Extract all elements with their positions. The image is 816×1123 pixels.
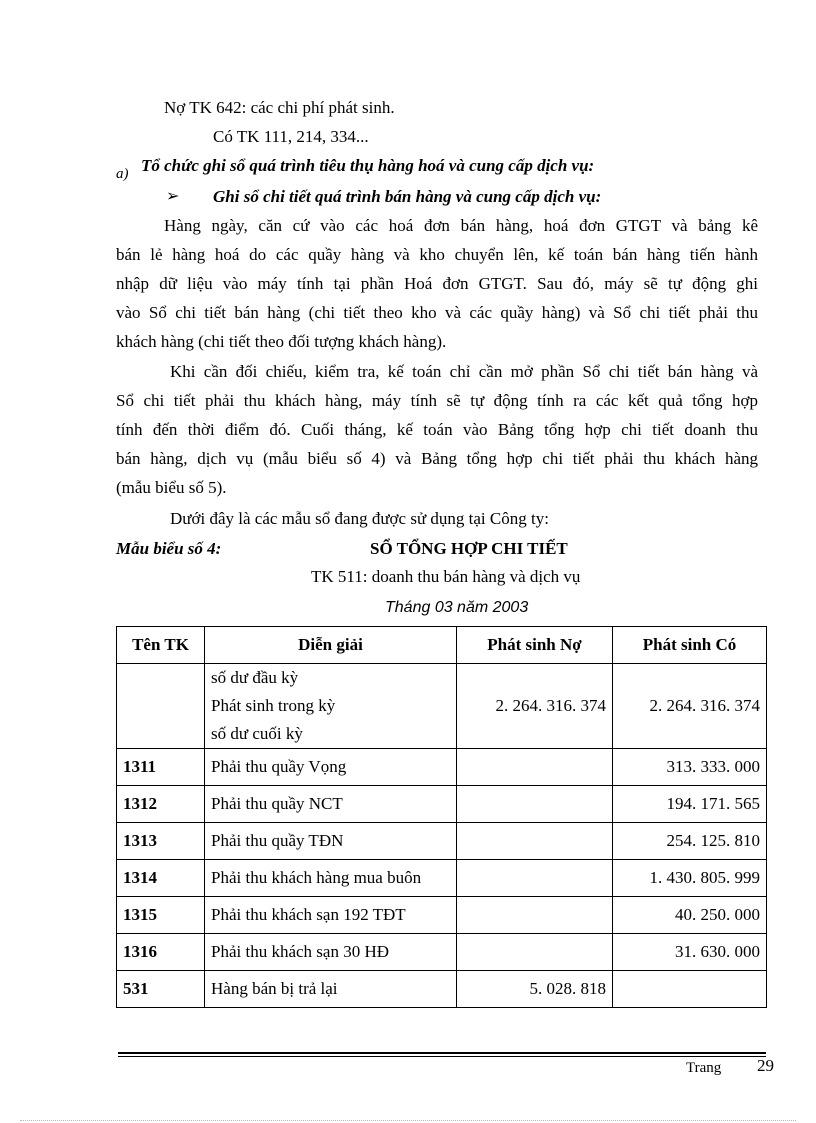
credit-cell: 254. 125. 810	[613, 823, 767, 860]
column-header: Phát sinh Có	[613, 627, 767, 664]
table-row	[117, 860, 767, 897]
table-row	[117, 897, 767, 934]
paragraph-2-line: Sổ chi tiết phải thu khách hàng, máy tính sẽ tự động tính ra các kết quả tổng hợp	[116, 391, 758, 410]
description-cell: Hàng bán bị trả lại	[205, 971, 457, 1008]
description-cell: Phải thu khách sạn 192 TĐT	[205, 897, 457, 934]
subsection-heading: Ghi sổ chi tiết quá trình bán hàng và cung cấp dịch vụ:	[213, 187, 602, 206]
page-edge-divider	[20, 1120, 796, 1121]
debit-cell: 2. 264. 316. 374	[457, 664, 613, 749]
ledger-table	[116, 626, 767, 1008]
debit-cell	[457, 934, 613, 971]
section-heading: Tổ chức ghi sổ quá trình tiêu thụ hàng hoá và cung cấp dịch vụ:	[141, 156, 595, 175]
paragraph-2-line: bán hàng, dịch vụ (mẫu biểu số 4) và Bảng tổng hợp chi tiết phải thu khách hàng	[116, 449, 758, 468]
table-header-row	[117, 627, 767, 664]
paragraph-2-line: (mẫu biểu số 5).	[116, 478, 227, 497]
arrow-bullet-icon: ➢	[166, 188, 180, 205]
description-cell	[205, 664, 457, 749]
account-code-cell: 1312	[117, 786, 205, 823]
table-row-balance	[117, 664, 767, 749]
form-label: Mẫu biểu số 4:	[116, 539, 222, 558]
description-cell: Phải thu quầy Vọng	[205, 749, 457, 786]
account-code-cell: 1314	[117, 860, 205, 897]
paragraph-3: Dưới đây là các mẫu sổ đang được sử dụng tại Công ty:	[170, 509, 549, 528]
entry-credit-line: Có TK 111, 214, 334...	[213, 127, 369, 146]
debit-cell	[457, 860, 613, 897]
paragraph-2-line: tính đến thời điểm đó. Cuối tháng, kế toán vào Bảng tổng hợp chi tiết doanh thu	[116, 420, 758, 439]
footer-rule	[118, 1056, 766, 1057]
credit-cell	[613, 971, 767, 1008]
account-code-cell: 1311	[117, 749, 205, 786]
paragraph-1-line: vào Sổ chi tiết bán hàng (chi tiết theo kho và các quầy hàng) và Sổ chi tiết phải thu	[116, 303, 758, 322]
table-row	[117, 786, 767, 823]
account-code-cell: 531	[117, 971, 205, 1008]
credit-cell: 2. 264. 316. 374	[613, 664, 767, 749]
description-cell: Phải thu quầy NCT	[205, 786, 457, 823]
debit-cell: 5. 028. 818	[457, 971, 613, 1008]
description-line: Phát sinh trong kỳ	[211, 696, 336, 715]
debit-cell	[457, 749, 613, 786]
section-marker: a)	[116, 166, 129, 182]
account-code-cell: 1315	[117, 897, 205, 934]
account-code-cell: 1313	[117, 823, 205, 860]
debit-cell	[457, 786, 613, 823]
page-label: Trang	[686, 1060, 722, 1076]
credit-cell: 194. 171. 565	[613, 786, 767, 823]
paragraph-1-line: bán lẻ hàng hoá do các quầy hàng và kho chuyển lên, kế toán bán hàng tiến hành	[116, 245, 758, 264]
description-cell: Phải thu quầy TĐN	[205, 823, 457, 860]
entry-debit-line: Nợ TK 642: các chi phí phát sinh.	[164, 98, 395, 117]
form-subtitle: TK 511: doanh thu bán hàng và dịch vụ	[311, 567, 581, 586]
paragraph-1-line: Hàng ngày, căn cứ vào các hoá đơn bán hàng, hoá đơn GTGT và bảng kê	[164, 216, 758, 235]
table-row	[117, 971, 767, 1008]
description-line: số dư cuối kỳ	[211, 724, 303, 743]
table-row	[117, 934, 767, 971]
paragraph-1-line: nhập dữ liệu vào máy tính tại phần Hoá đơn GTGT. Sau đó, máy sẽ tự động ghi	[116, 274, 758, 293]
table-row	[117, 749, 767, 786]
description-cell: Phải thu khách sạn 30 HĐ	[205, 934, 457, 971]
column-header: Phát sinh Nợ	[457, 627, 613, 664]
column-header: Tên TK	[117, 627, 205, 664]
debit-cell	[457, 823, 613, 860]
form-title: SỔ TỔNG HỢP CHI TIẾT	[370, 539, 568, 558]
paragraph-2-line: Khi cần đối chiếu, kiểm tra, kế toán chỉ cần mở phần Sổ chi tiết bán hàng và	[170, 362, 758, 381]
table-row	[117, 823, 767, 860]
credit-cell: 313. 333. 000	[613, 749, 767, 786]
account-code-cell: 1316	[117, 934, 205, 971]
page-number: 29	[757, 1056, 774, 1075]
description-line: số dư đầu kỳ	[211, 668, 299, 687]
column-header: Diễn giải	[205, 627, 457, 664]
footer-rule	[118, 1052, 766, 1054]
form-period: Tháng 03 năm 2003	[385, 599, 529, 616]
account-code-cell	[117, 664, 205, 749]
credit-cell: 31. 630. 000	[613, 934, 767, 971]
paragraph-1-line: khách hàng (chi tiết theo đối tượng khách hàng).	[116, 332, 447, 351]
description-cell: Phải thu khách hàng mua buôn	[205, 860, 457, 897]
credit-cell: 1. 430. 805. 999	[613, 860, 767, 897]
credit-cell: 40. 250. 000	[613, 897, 767, 934]
debit-cell	[457, 897, 613, 934]
